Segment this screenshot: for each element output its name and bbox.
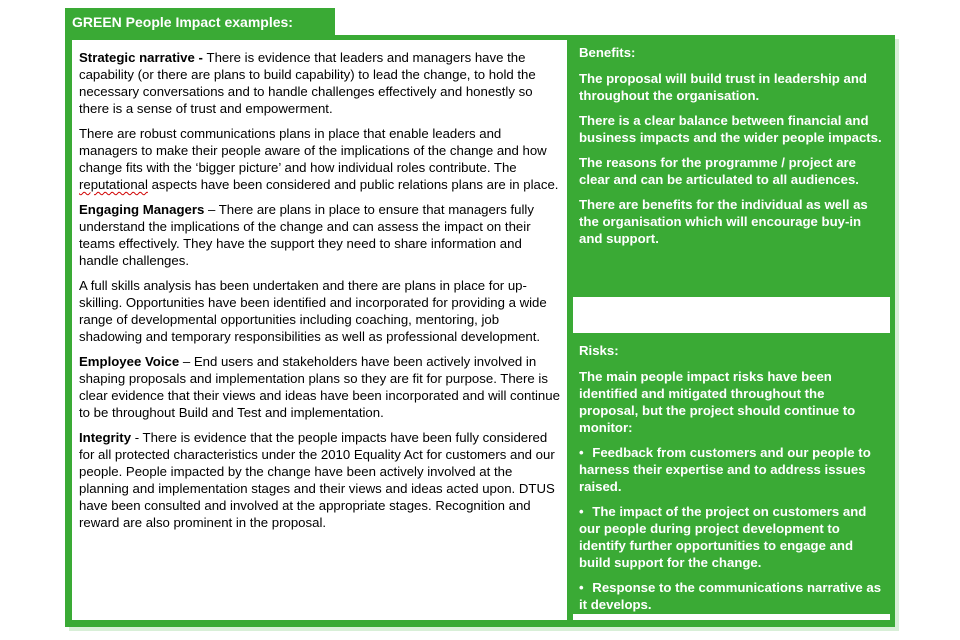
panel-separator [573,297,890,333]
risk-bullet-item [579,503,884,571]
panel-bottom-strip [573,614,890,620]
paragraph-text: A full skills analysis has been undertaken and there are plans in place for up-skilling. Opportunities have been identified and incorporated for providing a wide range of developmental opportunities including coaching, mentoring, job shadowing and temporary responsibilities as well as professional development. [79,278,547,344]
paragraph-lead: Employee Voice [79,354,180,369]
benefit-item: There are benefits for the individual as well as the organisation which will encourage buy-in and support. [579,197,868,246]
bullet-icon: • [579,580,584,595]
paragraph-communications [79,125,561,193]
section-title: GREEN People Impact examples: [72,14,293,30]
paragraph-text: aspects have been considered and public relations plans are in place. [147,177,559,192]
paragraph-lead: Engaging Managers [79,202,205,217]
bullet-icon: • [579,445,584,460]
risk-bullet-item [579,444,884,495]
paragraph-engaging-managers [79,201,561,269]
paragraph-lead: Integrity [79,430,132,445]
paragraph-text: - There is evidence that the people impacts have been fully considered for all protected characteristics under the 2010 Equality Act for customers and our people. People impacted by the change have been actively involved at the planning and implementation stages and their views and ideas acted upon. DTUS have been consulted and involved at the appropriate stages. Recognition and reward are also prominent in the proposal. [79,430,555,530]
paragraph-text: – End users and stakeholders have been actively involved in shaping proposals and implementation plans so they are fit for purpose. There is clear evidence that their views and ideas have been incorporated and will continue to be throughout Build and Test and implementation. [79,354,560,420]
paragraph-skills-analysis [79,277,561,345]
bullet-icon: • [579,504,584,519]
examples-panel [72,40,567,620]
section-title-tab [65,8,335,38]
paragraph-text: – There are plans in place to ensure that managers fully understand the implications of the change and can assess the impact on their teams effectively. They have the support they need to share information and handle challenges. [79,202,534,268]
risks-heading: Risks: [579,343,619,358]
risk-bullet-text: The impact of the project on customers and our people during project development to identify further opportunities to engage and build support for the change. [579,504,867,570]
benefits-heading: Benefits: [579,45,636,60]
benefit-item: The proposal will build trust in leadership and throughout the organisation. [579,71,867,103]
paragraph-lead: Strategic narrative - [79,50,207,65]
benefit-item: The reasons for the programme / project are clear and can be articulated to all audiences. [579,155,859,187]
benefits-panel [573,38,890,297]
paragraph-integrity [79,429,561,531]
benefit-item: There is a clear balance between financial and business impacts and the wider people impacts. [579,113,882,145]
risks-intro: The main people impact risks have been identified and mitigated throughout the proposal, but the project should continue to monitor: [579,369,856,435]
paragraph-text: There are robust communications plans in place that enable leaders and managers to make their people aware of the implications of the change and how change fits with the ‘bigger picture’ and how individual roles contribute. The [79,126,547,175]
paragraph-text: There is evidence that leaders and managers have the capability (or there are plans to build capability) to lead the change, to hold the necessary conversations and to handle challenges effectively and honestly so there is a sense of trust and empowerment. [79,50,536,116]
paragraph-employee-voice [79,353,561,421]
risks-panel [573,336,890,614]
paragraph-strategic-narrative [79,49,561,117]
risk-bullet-item [579,579,884,613]
spellcheck-flagged-word[interactable]: reputational [79,177,148,192]
risk-bullet-text: Feedback from customers and our people to harness their expertise and to address issues raised. [579,445,871,494]
risk-bullet-text: Response to the communications narrative as it develops. [579,580,882,612]
